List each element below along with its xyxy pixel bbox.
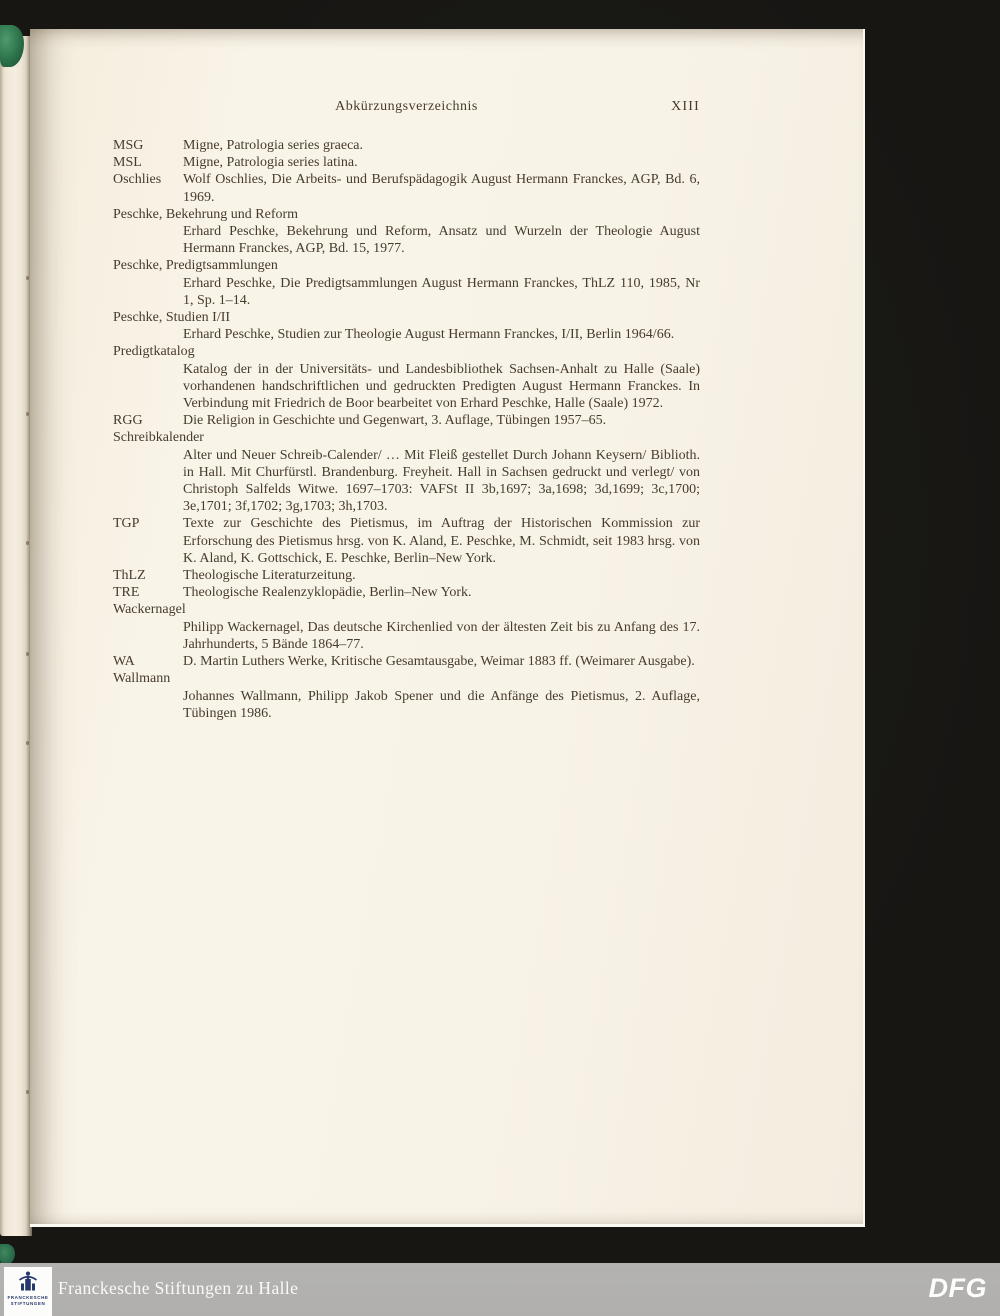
entry-label: Peschke, Bekehrung und Reform [113, 206, 299, 222]
abbreviation-entry [113, 412, 700, 429]
abbreviation-entry [113, 670, 700, 722]
franckesche-emblem-icon [16, 1271, 40, 1293]
abbreviation-entry [113, 171, 700, 205]
dfg-logo: DFG [928, 1273, 987, 1303]
entry-label: TRE [113, 585, 140, 601]
binding-stitch-dot [26, 1090, 29, 1094]
abbreviation-entry [113, 309, 700, 343]
entry-text: Johannes Wallmann, Philipp Jakob Spener und die Anfänge des Pietismus, 2. Auflage, Tübingen 1986. [183, 688, 700, 721]
entry-text: Die Religion in Geschichte und Gegenwart, 3. Auflage, Tübingen 1957–65. [183, 413, 607, 429]
entry-label: Schreibkalender [113, 430, 204, 446]
entry-text: Texte zur Geschichte des Pietismus, im Auftrag der Historischen Kommission zur Erforschung des Pietismus hrsg. von K. Aland, E. Peschke, M. Schmidt, seit 1983 hrsg. von K. Aland, K. Gottschick, E. Peschke, Berlin–New York. [183, 516, 700, 566]
franckesche-stiftungen-logo [4, 1267, 52, 1316]
entry-text: D. Martin Luthers Werke, Kritische Gesamtausgabe, Weimar 1883 ff. (Weimarer Ausgabe). [183, 654, 695, 670]
book-page [30, 29, 865, 1227]
logo-caption-line2: STIFTUNGEN [10, 1300, 46, 1306]
abbreviation-entry [113, 567, 700, 584]
entry-label: TGP [113, 516, 140, 532]
binding-stitch-dot [26, 412, 29, 416]
entry-text: Wolf Oschlies, Die Arbeits- und Berufspädagogik August Hermann Franckes, AGP, Bd. 6, 1969. [183, 172, 700, 205]
page-header [113, 98, 700, 116]
logo-caption-line1: FRANCKESCHE [7, 1295, 49, 1300]
footer-institution-name: Franckesche Stiftungen zu Halle [58, 1278, 299, 1298]
entry-label: RGG [113, 413, 143, 429]
abbreviation-entry [113, 154, 700, 171]
entry-label: Wackernagel [113, 602, 186, 618]
binding-stitch-dot [26, 741, 29, 745]
binding-stitch-dot [26, 276, 29, 280]
entry-label: MSG [113, 138, 144, 153]
entry-text: Theologische Realenzyklopädie, Berlin–New York. [183, 585, 472, 601]
entry-text: Katalog der in der Universitäts- und Landesbibliothek Sachsen-Anhalt zu Halle (Saale) vorhandenen handschriftlichen und gedruckten Predigten August Hermann Franckes. In Verbindung mit Friedrich de Boor bearbeitet von Erhard Peschke, Halle (Saale) 1972. [183, 361, 700, 412]
abbreviation-entry [113, 429, 700, 515]
entry-label: Wallmann [113, 671, 171, 687]
page-number: XIII [671, 99, 700, 114]
abbreviation-list [113, 137, 700, 722]
entry-label: ThLZ [113, 568, 146, 584]
abbreviation-entry [113, 137, 700, 154]
abbreviation-entry [113, 257, 700, 309]
logo-caption [7, 1295, 48, 1306]
book-gutter-page-edges [0, 36, 32, 1236]
binding-stitch-dot [26, 652, 29, 656]
entry-text: Philipp Wackernagel, Das deutsche Kirchenlied von der ältesten Zeit bis zu Anfang des 17. Jahrhunderts, 5 Bände 1864–77. [183, 619, 700, 652]
entry-text: Erhard Peschke, Bekehrung und Reform, Ansatz und Wurzeln der Theologie August Hermann Franckes, AGP, Bd. 15, 1977. [183, 224, 700, 257]
entry-label: WA [113, 654, 135, 670]
binding-stitch-dot [26, 541, 29, 545]
entry-label: Predigtkatalog [113, 344, 195, 360]
entry-text: Erhard Peschke, Studien zur Theologie August Hermann Franckes, I/II, Berlin 1964/66. [183, 327, 675, 343]
green-headband-bottom [0, 1244, 15, 1265]
entry-text: Alter und Neuer Schreib-Calender/ … Mit Fleiß gestellet Durch Johann Keysern/ Biblioth. in Hall. Mit Churfürstl. Brandenburg. Freyheit. Hall in Sachsen gedruckt und verlegt/ von Christoph Salfelds Witwe. 1697–1703: VAFSt II 3b,1697; 3a,1698; 3d,1699; 3c,1700; 3e,1701; 3f,1702; 3g,1703; 3h,1703. [183, 447, 700, 515]
entry-label: MSL [113, 155, 142, 171]
abbreviation-entry [113, 584, 700, 601]
entry-label: Peschke, Predigtsammlungen [113, 258, 278, 274]
abbreviation-entry [113, 653, 700, 670]
page-content [113, 98, 700, 722]
entry-text: Migne, Patrologia series graeca. [183, 138, 363, 153]
entry-text: Migne, Patrologia series latina. [183, 155, 358, 171]
entry-label: Peschke, Studien I/II [113, 310, 231, 326]
entry-text: Erhard Peschke, Die Predigtsammlungen August Hermann Franckes, ThLZ 110, 1985, Nr 1, Sp. 1–14. [183, 275, 700, 308]
abbreviation-entry [113, 515, 700, 567]
entry-text: Theologische Literaturzeitung. [183, 568, 356, 584]
abbreviation-entry [113, 601, 700, 653]
abbreviation-entry [113, 206, 700, 258]
entry-label: Oschlies [113, 172, 162, 188]
viewer-footer-bar [0, 1263, 1000, 1316]
page-title: Abkürzungsverzeichnis [335, 99, 478, 114]
abbreviation-entry [113, 343, 700, 412]
